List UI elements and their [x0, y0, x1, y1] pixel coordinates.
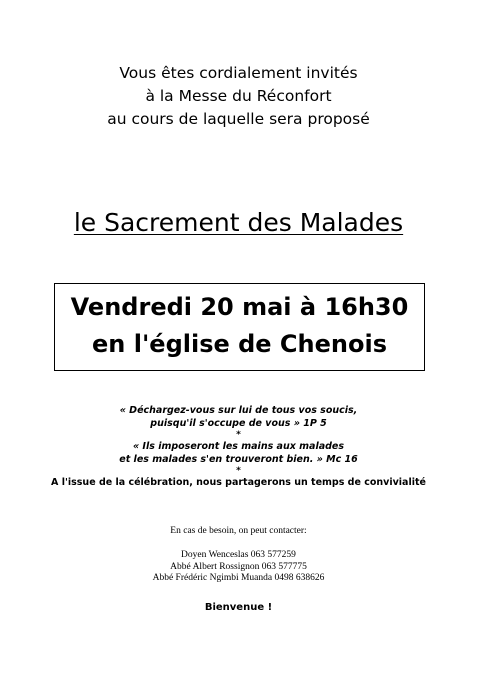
contacts-spacer	[0, 538, 477, 550]
quote-2-line-1: « Ils imposeront les mains aux malades	[132, 440, 345, 452]
quote-1-line-2: puisqu'il s'occupe de vous » 1P 5	[150, 418, 327, 430]
separator-star-2: *	[236, 465, 241, 476]
conviviality-note: A l'issue de la célébration, nous partagerons un temps de convivialité	[51, 476, 426, 488]
intro-line-3: au cours de laquelle sera proposé	[107, 110, 370, 128]
invitation-intro	[0, 62, 477, 131]
contact-item: Abbé Frédéric Ngimbi Muanda 0498 638626	[152, 573, 325, 584]
contact-item: Abbé Albert Rossignon 063 577775	[170, 561, 307, 572]
quote-2-line-2: et les malades s'en trouveront bien. » Mc 16	[119, 454, 358, 466]
quote-1-line-1: « Déchargez-vous sur lui de tous vos soucis,	[119, 405, 358, 416]
intro-line-2: à la Messe du Réconfort	[145, 87, 332, 105]
event-place: en l'église de Chenois	[92, 330, 387, 358]
event-date: Vendredi 20 mai à 16h30	[70, 293, 409, 321]
contacts-block	[0, 526, 477, 585]
separator-star-1: *	[236, 429, 241, 440]
intro-line-1: Vous êtes cordialement invités	[119, 64, 358, 82]
contacts-intro: En cas de besoin, on peut contacter:	[170, 526, 307, 536]
closing-greeting: Bienvenue !	[204, 602, 273, 613]
event-box	[54, 283, 425, 371]
quotes-block	[0, 404, 477, 489]
sacrament-heading: le Sacrement des Malades	[73, 208, 404, 237]
contact-item: Doyen Wenceslas 063 577259	[181, 549, 296, 560]
